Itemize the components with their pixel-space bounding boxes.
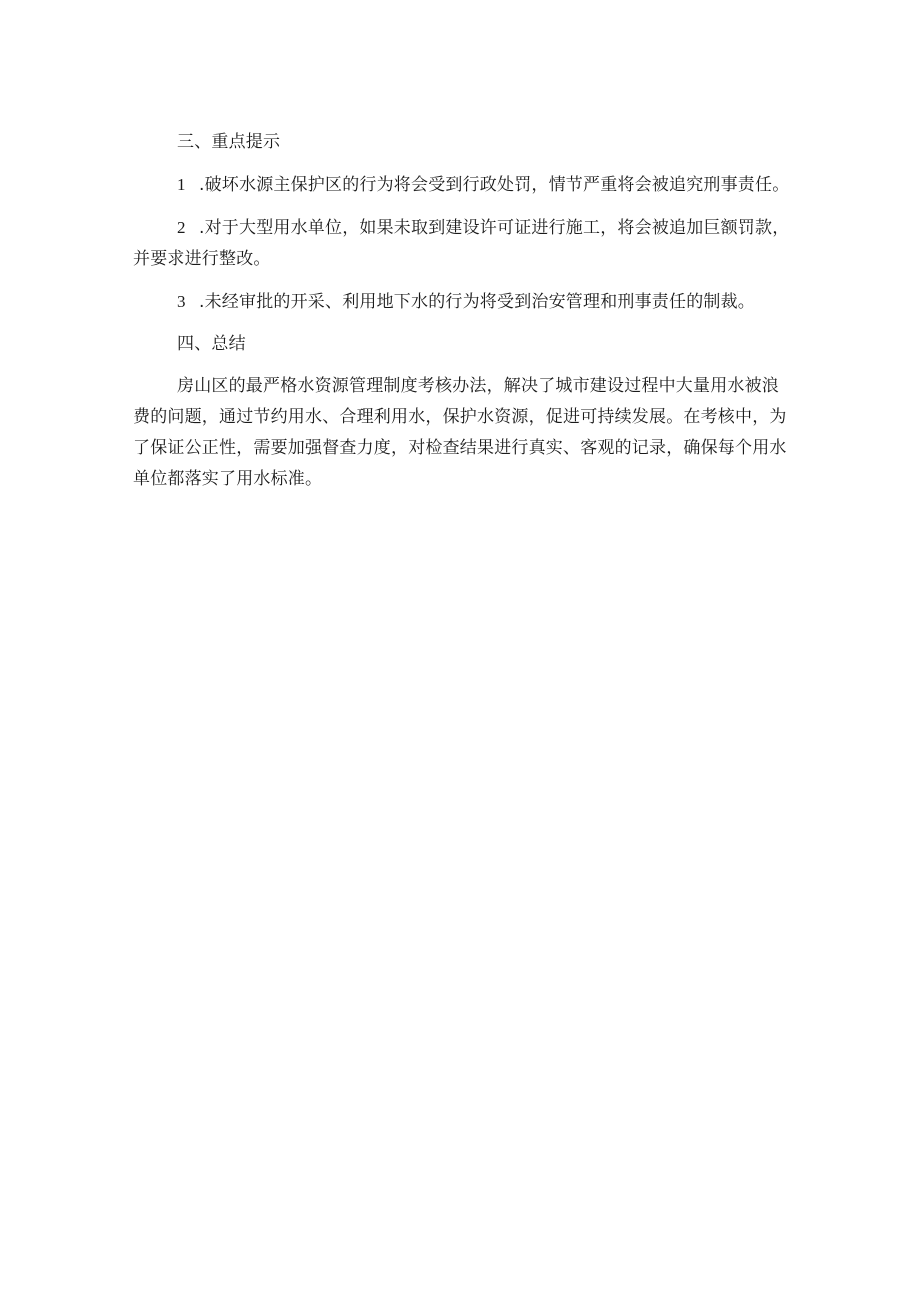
list-item-text: .未经审批的开采、利用地下水的行为将受到治安管理和刑事责任的制裁。 [199,292,756,312]
list-item [133,169,793,201]
list-item-number: 3 [177,292,186,311]
section-heading-summary: 四、总结 [177,334,246,354]
list-item-number: 1 [177,175,186,194]
list-item-number: 2 [177,218,186,237]
summary-paragraph: 房山区的最严格水资源管理制度考核办法，解决了城市建设过程中大量用水被浪费的问题，通过节约用水、合理利用水，保护水资源，促进可持续发展。在考核中，为了保证公正性，需要加强督查力度，对检查结果进行真实、客观的记录，确保每个用水单位都落实了用水标准。 [133,376,787,489]
list-item-text: .破坏水源主保护区的行为将会受到行政处罚，情节严重将会被追究刑事责任。 [199,175,790,195]
list-item [133,212,793,275]
list-item [133,286,793,318]
document-body [133,127,793,495]
section-heading-key-points: 三、重点提示 [177,132,281,152]
list-item-text: .对于大型用水单位，如果未取到建设许可证进行施工，将会被追加巨额罚款，并要求进行整改。 [133,218,790,269]
